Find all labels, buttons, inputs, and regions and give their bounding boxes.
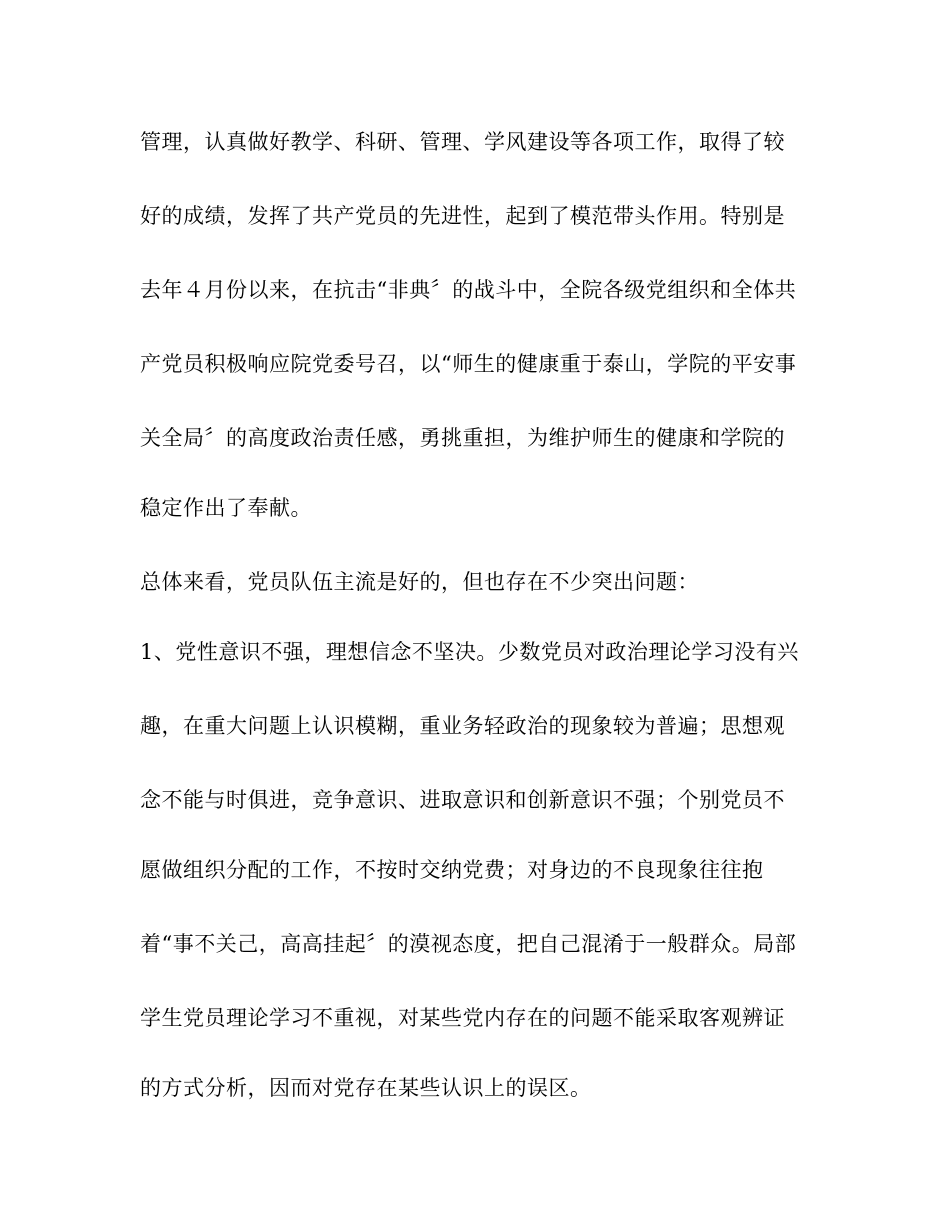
text-line: 念不能与时俱进，竞争意识、进取意识和创新意识不强；个别党员不: [140, 788, 785, 812]
text-line: 关全局〞的高度政治责任感，勇挑重担，为维护师生的健康和学院的: [140, 426, 785, 450]
text-line: 着“事不关己，高高挂起〞的漠视态度，把自己混淆于一般群众。局部: [140, 932, 797, 956]
text-line: 总体来看，党员队伍主流是好的，但也存在不少突出问题：: [140, 570, 699, 594]
text-line: 稳定作出了奉献。: [140, 496, 312, 520]
text-line: 产党员积极响应院党委号召，以“师生的健康重于泰山，学院的平安事: [140, 352, 797, 376]
text-line: 学生党员理论学习不重视，对某些党内存在的问题不能采取客观辨证: [140, 1006, 785, 1030]
text-line: 去年４月份以来，在抗击“非典〞的战斗中，全院各级党组织和全体共: [140, 278, 797, 302]
text-line: 好的成绩，发挥了共产党员的先进性，起到了模范带头作用。特别是: [140, 204, 785, 228]
text-line: 1、党性意识不强，理想信念不坚决。少数党员对政治理论学习没有兴: [140, 640, 799, 664]
text-line: 管理，认真做好教学、科研、管理、学风建设等各项工作，取得了较: [140, 130, 785, 154]
text-line: 趣，在重大问题上认识模糊，重业务轻政治的现象较为普遍；思想观: [140, 714, 785, 738]
text-line: 的方式分析，因而对党存在某些认识上的误区。: [140, 1076, 592, 1100]
text-line: 愿做组织分配的工作，不按时交纳党费；对身边的不良现象往往抱: [140, 858, 764, 882]
